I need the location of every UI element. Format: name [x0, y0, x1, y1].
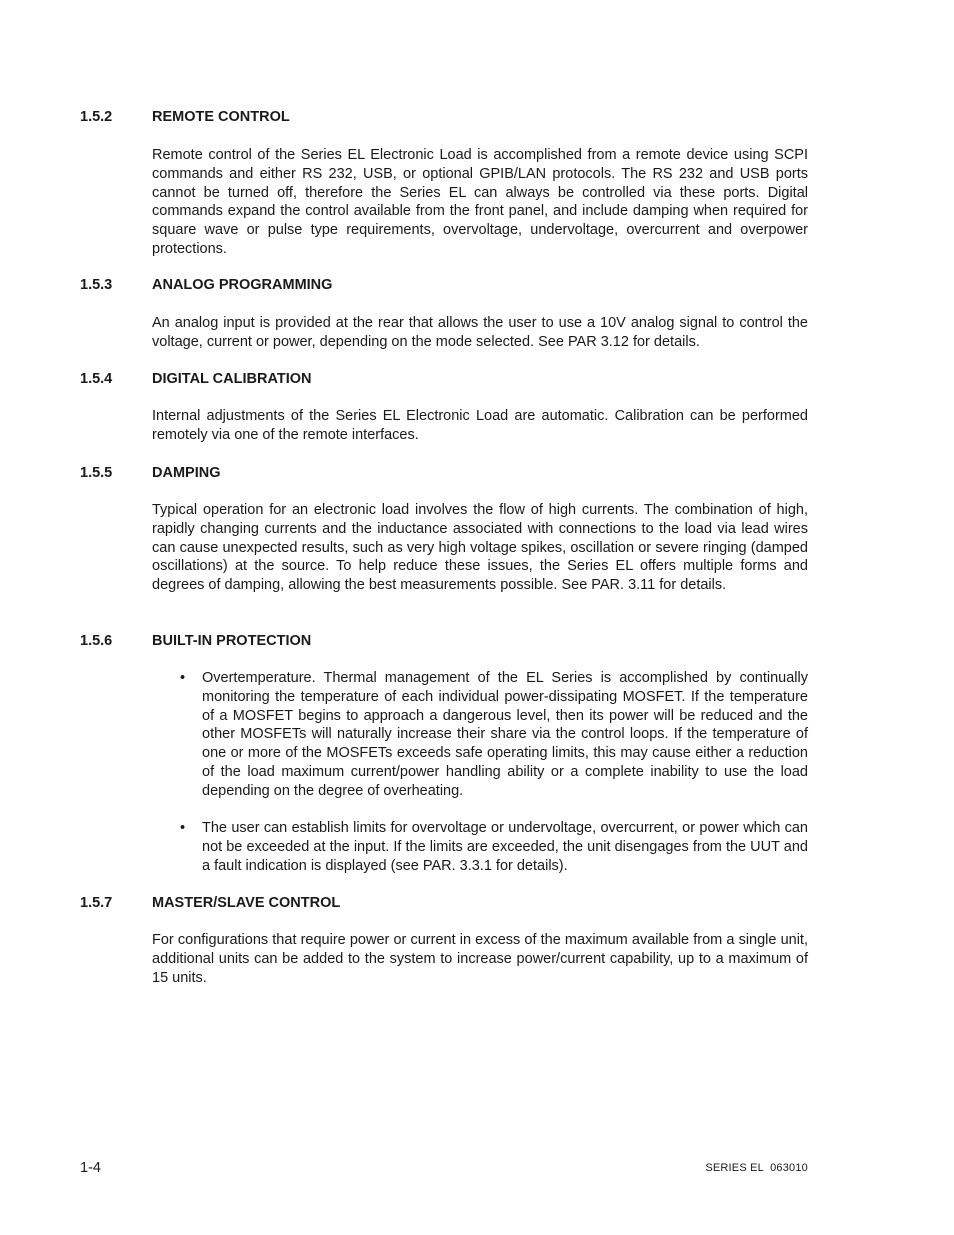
list-item: [180, 669, 808, 801]
page-number: 1-4: [80, 1160, 101, 1176]
section-title: DIGITAL CALIBRATION: [152, 371, 312, 387]
section-number: 1.5.6: [80, 633, 113, 649]
section-heading-1-5-6: [80, 632, 311, 650]
section-title: MASTER/SLAVE CONTROL: [152, 895, 341, 911]
section-number: 1.5.3: [80, 277, 113, 293]
document-id: SERIES EL 063010: [705, 1162, 808, 1174]
section-number: 1.5.4: [80, 371, 113, 387]
section-body-1-5-3: An analog input is provided at the rear that allows the user to use a 10V analog signal to control the voltage, current or power, depending on the mode selected. See PAR 3.12 for details.: [152, 315, 808, 350]
bullet-icon: •: [180, 670, 186, 686]
section-title: DAMPING: [152, 465, 221, 481]
section-number: 1.5.7: [80, 895, 113, 911]
section-body-1-5-4: Internal adjustments of the Series EL Electronic Load are automatic. Calibration can be performed remotely via one of the remote interfaces.: [152, 408, 808, 443]
section-heading-1-5-2: [80, 108, 290, 126]
list-item-text: Overtemperature. Thermal management of the EL Series is accomplished by continually monitoring the temperature of each individual power-dissipating MOSFET. If the temperature of a MOSFET begins to approach a dangerous level, then its power will be reduced and the other MOSFETs will naturally increase their share via the control loops. If the temperature of one or more of the MOSFETs exceeds safe operating limits, this may cause either a reduction of the load maximum current/power handling ability or a complete inability to use the load depending on the degree of overheating.: [202, 670, 808, 799]
section-body-1-5-2: Remote control of the Series EL Electronic Load is accomplished from a remote device using SCPI commands and either RS 232, USB, or optional GPIB/LAN protocols. The RS 232 and USB ports cannot be turned off, therefore the Series EL can always be controlled via these ports. Digital commands expand the control available from the front panel, and include damping when required for square wave or pulse type requirements, overvoltage, undervoltage, overcurrent and overpower protections.: [152, 147, 808, 257]
bullet-icon: •: [180, 820, 186, 836]
section-number: 1.5.5: [80, 465, 113, 481]
section-body-1-5-7: For configurations that require power or current in excess of the maximum available from a single unit, additional units can be added to the system to increase power/current capability, up to a maximum of 15 units.: [152, 932, 808, 986]
list-item-text: The user can establish limits for overvoltage or undervoltage, overcurrent, or power which can not be exceeded at the input. If the limits are exceeded, the unit disengages from the UUT and a fault indication is displayed (see PAR. 3.3.1 for details).: [202, 820, 808, 874]
section-number: 1.5.2: [80, 109, 113, 125]
section-heading-1-5-3: [80, 276, 332, 294]
section-title: BUILT-IN PROTECTION: [152, 633, 312, 649]
section-title: REMOTE CONTROL: [152, 109, 290, 125]
section-heading-1-5-4: [80, 370, 312, 388]
section-heading-1-5-7: [80, 894, 340, 912]
list-item: [180, 819, 808, 875]
section-heading-1-5-5: [80, 464, 220, 482]
section-body-1-5-5: Typical operation for an electronic load involves the flow of high currents. The combination of high, rapidly changing currents and the inductance associated with connections to the load via lead wires can cause unexpected results, such as very high voltage spikes, oscillation or severe ringing (damped oscillations) at the source. To help reduce these issues, the Series EL offers multiple forms and degrees of damping, allowing the best measurements possible. See PAR. 3.11 for details.: [152, 502, 808, 594]
section-title: ANALOG PROGRAMMING: [152, 277, 333, 293]
